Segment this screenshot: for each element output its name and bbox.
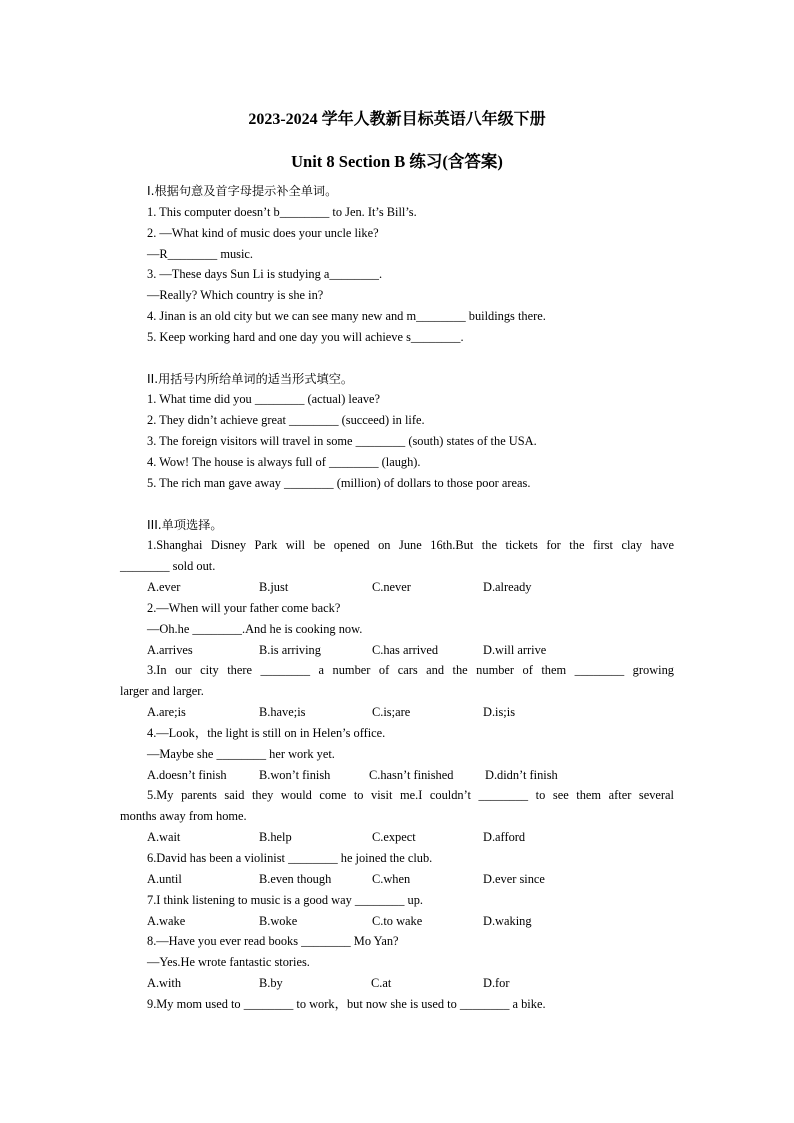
- q1-stem-cont: ________ sold out.: [120, 559, 216, 574]
- q5-option-c: C.expect: [372, 830, 416, 845]
- q2-stem-cont: —Oh.he ________.And he is cooking now.: [147, 621, 363, 636]
- q3-option-c: C.is;are: [372, 705, 411, 720]
- q4-option-d: D.didn’t finish: [485, 767, 558, 782]
- q7-options: [120, 911, 674, 932]
- q3-stem-cont: larger and larger.: [120, 684, 204, 699]
- q2-option-d: D.will arrive: [483, 642, 547, 657]
- section-2-heading: II.用括号内所给单词的适当形式填空。: [147, 371, 354, 386]
- s2-line-2: 2. They didn’t achieve great ________ (succeed) in life.: [147, 413, 425, 428]
- q2-stem: 2.—When will your father come back?: [147, 600, 341, 615]
- s1-line-1: 1. This computer doesn’t b________ to Jen. It’s Bill’s.: [147, 204, 417, 219]
- q4-stem-cont: —Maybe she ________ her work yet.: [147, 746, 335, 761]
- q8-option-a: A.with: [147, 976, 182, 991]
- q7-option-d: D.waking: [483, 913, 532, 928]
- q8-option-c: C.at: [371, 976, 392, 991]
- q5-option-a: A.wait: [147, 830, 181, 845]
- s2-line-4: 4. Wow! The house is always full of ________ (laugh).: [147, 454, 421, 469]
- q1-option-c: C.never: [372, 580, 411, 595]
- q1-option-b: B.just: [259, 580, 289, 595]
- q3-option-b: B.have;is: [259, 705, 306, 720]
- q4-option-c: C.hasn’t finished: [369, 767, 454, 782]
- q3-option-d: D.is;is: [483, 705, 516, 720]
- q6-options: [120, 869, 674, 890]
- q6-option-a: A.until: [147, 871, 182, 886]
- q8-stem-cont: —Yes.He wrote fantastic stories.: [147, 955, 310, 970]
- q1-option-d: D.already: [483, 580, 532, 595]
- q7-option-c: C.to wake: [372, 913, 423, 928]
- q5-option-b: B.help: [259, 830, 292, 845]
- q4-option-a: A.doesn’t finish: [147, 767, 227, 782]
- q1-options: [120, 577, 674, 598]
- s1-line-2: 2. —What kind of music does your uncle like?: [147, 225, 379, 240]
- spacer: [120, 494, 674, 515]
- s1-line-5: —Really? Which country is she in?: [147, 288, 324, 303]
- s1-line-3: —R________ music.: [147, 246, 254, 261]
- q3-option-a: A.are;is: [147, 705, 186, 720]
- q8-stem: 8.—Have you ever read books ________ Mo Yan?: [147, 934, 399, 949]
- s1-line-7: 5. Keep working hard and one day you will achieve s________.: [147, 329, 464, 344]
- q7-option-b: B.woke: [259, 913, 298, 928]
- q1-option-a: A.ever: [147, 580, 181, 595]
- s1-line-6: 4. Jinan is an old city but we can see many new and m________ buildings there.: [147, 309, 546, 324]
- document-subtitle: Unit 8 Section B 练习(含答案): [291, 152, 503, 171]
- q7-option-a: A.wake: [147, 913, 186, 928]
- q2-option-b: B.is arriving: [259, 642, 321, 657]
- q5-stem: 5.My parents said they would come to visit me.I couldn’t ________ to see them after several: [147, 788, 674, 803]
- q5-options: [120, 827, 674, 848]
- q2-option-a: A.arrives: [147, 642, 193, 657]
- q5-option-d: D.afford: [483, 830, 526, 845]
- q6-stem: 6.David has been a violinist ________ he joined the club.: [147, 851, 433, 865]
- q8-option-d: D.for: [483, 976, 510, 991]
- q3-stem: 3.In our city there ________ a number of cars and the number of them ________ growing: [147, 663, 674, 678]
- q5-stem-cont: months away from home.: [120, 809, 247, 824]
- q2-options: [120, 640, 674, 661]
- section-3-heading: III.单项选择。: [147, 517, 223, 532]
- spacer: [120, 348, 674, 369]
- q6-option-b: B.even though: [259, 871, 332, 886]
- s2-line-5: 5. The rich man gave away ________ (million) of dollars to those poor areas.: [147, 475, 531, 490]
- q7-stem: 7.I think listening to music is a good way ________ up.: [147, 892, 424, 907]
- s2-line-1: 1. What time did you ________ (actual) leave?: [147, 392, 381, 407]
- q2-option-c: C.has arrived: [372, 642, 439, 657]
- worksheet-body: [120, 181, 674, 1015]
- q8-option-b: B.by: [259, 976, 283, 991]
- q9-stem: 9.My mom used to ________ to work，but now she is used to ________ a bike.: [147, 996, 546, 1011]
- s2-line-3: 3. The foreign visitors will travel in some ________ (south) states of the USA.: [147, 434, 537, 449]
- q3-options: [120, 702, 674, 723]
- q4-options: [120, 765, 674, 786]
- q8-options: [120, 973, 674, 994]
- q4-stem: 4.—Look，the light is still on in Helen’s office.: [147, 725, 386, 740]
- s1-line-4: 3. —These days Sun Li is studying a________.: [147, 267, 383, 282]
- q6-option-c: C.when: [372, 871, 411, 886]
- document-title: 2023-2024 学年人教新目标英语八年级下册: [248, 111, 546, 128]
- q4-option-b: B.won’t finish: [259, 767, 331, 782]
- q6-option-d: D.ever since: [483, 871, 545, 886]
- section-1-heading: I.根据句意及首字母提示补全单词。: [147, 184, 338, 198]
- q1-stem: 1.Shanghai Disney Park will be opened on June 16th.But the tickets for the first clay have: [147, 538, 674, 553]
